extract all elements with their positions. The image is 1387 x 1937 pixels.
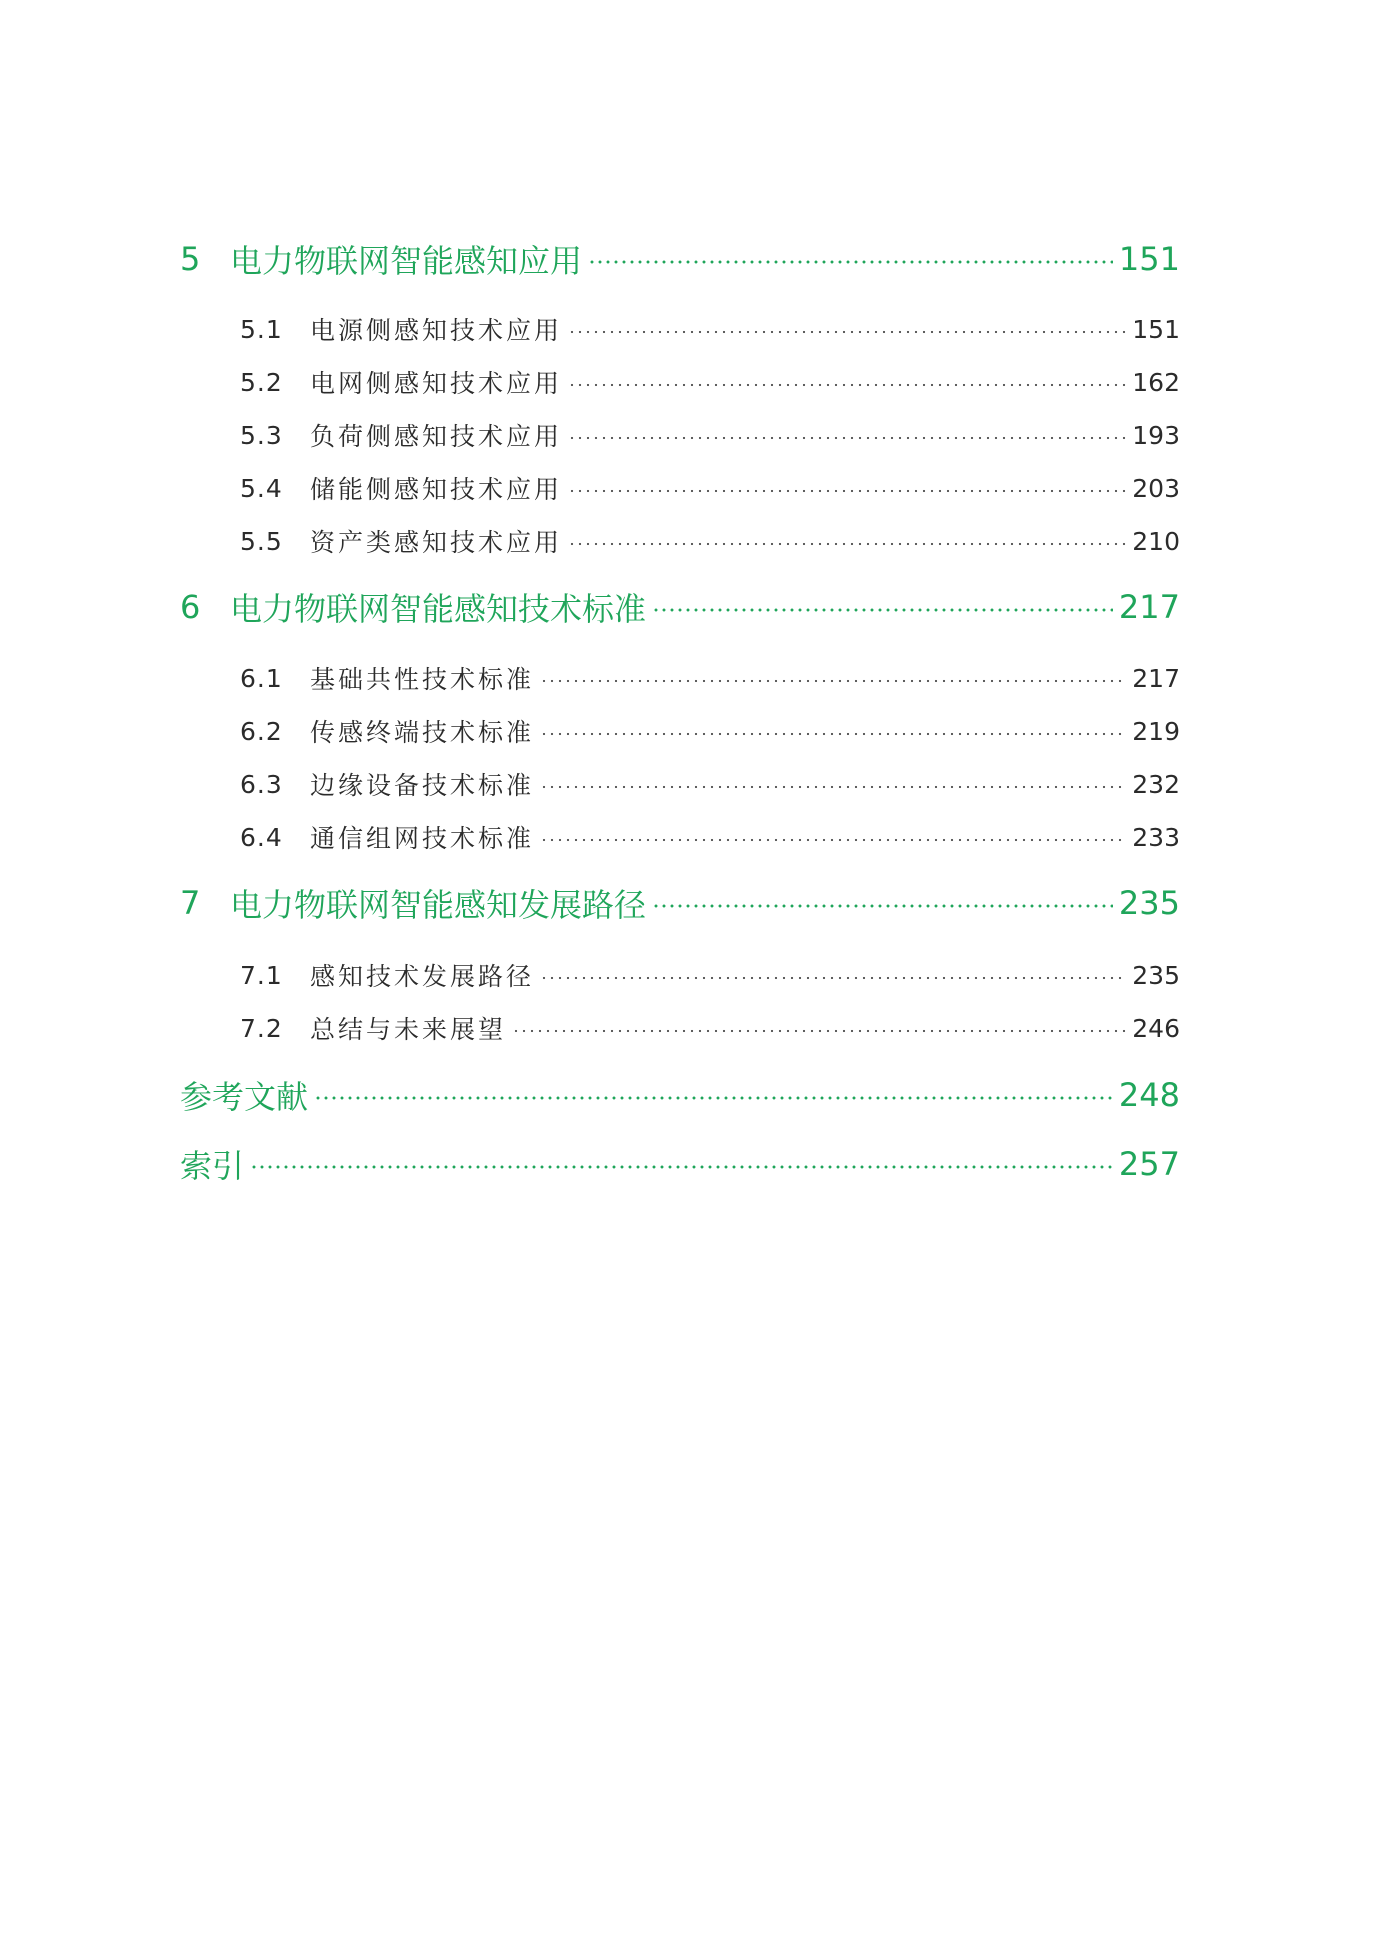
page-number: 219: [1132, 716, 1180, 746]
page-number: 217: [1118, 588, 1180, 626]
section-number: 7.1: [240, 960, 283, 990]
section-title: 通信组网技术标准: [310, 824, 535, 853]
dot-leader: [250, 1165, 1113, 1169]
toc-chapter-6[interactable]: [180, 584, 1180, 630]
section-number: 6.4: [240, 822, 283, 852]
section-number: 5.4: [240, 473, 283, 503]
section-number: 6.2: [240, 716, 283, 746]
page-number: 151: [1118, 240, 1180, 278]
dot-leader: [540, 785, 1126, 789]
toc-section-7-2[interactable]: [180, 1010, 1180, 1046]
toc-section-5-2[interactable]: [180, 364, 1180, 400]
page-number: 248: [1118, 1076, 1180, 1114]
toc-section-5-4[interactable]: [180, 470, 1180, 506]
page-number: 210: [1132, 526, 1180, 556]
dot-leader: [540, 732, 1126, 736]
toc-chapter-7[interactable]: [180, 880, 1180, 926]
chapter-title: 电力物联网智能感知技术标准: [230, 590, 647, 628]
section-number: 5.5: [240, 526, 283, 556]
section-title: 传感终端技术标准: [310, 718, 535, 747]
page-number: 193: [1132, 420, 1180, 450]
section-number: 5.3: [240, 420, 283, 450]
chapter-title: 电力物联网智能感知发展路径: [230, 886, 647, 924]
toc-section-5-1[interactable]: [180, 311, 1180, 347]
dot-leader: [314, 1096, 1113, 1100]
dot-leader: [568, 542, 1126, 546]
section-title: 感知技术发展路径: [310, 962, 535, 991]
section-title: 储能侧感知技术应用: [310, 475, 563, 504]
section-title: 资产类感知技术应用: [310, 528, 563, 557]
page-number: 235: [1118, 884, 1180, 922]
page-number: 246: [1132, 1013, 1180, 1043]
page-number: 235: [1132, 960, 1180, 990]
dot-leader: [568, 436, 1126, 440]
dot-leader: [568, 383, 1126, 387]
chapter-number: 6: [180, 588, 201, 626]
toc-chapter-5[interactable]: [180, 236, 1180, 282]
dot-leader: [540, 838, 1126, 842]
dot-leader: [652, 608, 1113, 612]
toc-section-6-1[interactable]: [180, 660, 1180, 696]
section-title: 负荷侧感知技术应用: [310, 422, 563, 451]
dot-leader: [568, 489, 1126, 493]
toc-section-6-2[interactable]: [180, 713, 1180, 749]
section-title: 基础共性技术标准: [310, 665, 535, 694]
toc-section-5-3[interactable]: [180, 417, 1180, 453]
dot-leader: [588, 260, 1113, 264]
dot-leader: [652, 904, 1113, 908]
section-number: 6.1: [240, 663, 283, 693]
section-title: 总结与未来展望: [310, 1015, 507, 1044]
back-matter-title: 索引: [180, 1147, 245, 1185]
section-number: 6.3: [240, 769, 283, 799]
toc-references[interactable]: [180, 1072, 1180, 1118]
toc-section-7-1[interactable]: [180, 957, 1180, 993]
page-number: 217: [1132, 663, 1180, 693]
section-number: 5.1: [240, 314, 283, 344]
toc-index[interactable]: [180, 1141, 1180, 1187]
page-number: 162: [1132, 367, 1180, 397]
dot-leader: [568, 330, 1126, 334]
page-number: 233: [1132, 822, 1180, 852]
toc-section-6-3[interactable]: [180, 766, 1180, 802]
dot-leader: [540, 976, 1126, 980]
toc-section-6-4[interactable]: [180, 819, 1180, 855]
chapter-title: 电力物联网智能感知应用: [230, 242, 583, 280]
page-number: 151: [1132, 314, 1180, 344]
section-title: 电源侧感知技术应用: [310, 316, 563, 345]
page-number: 232: [1132, 769, 1180, 799]
dot-leader: [540, 679, 1126, 683]
chapter-number: 5: [180, 240, 201, 278]
page-number: 257: [1118, 1145, 1180, 1183]
dot-leader: [512, 1029, 1126, 1033]
chapter-number: 7: [180, 884, 201, 922]
page-number: 203: [1132, 473, 1180, 503]
back-matter-title: 参考文献: [180, 1078, 309, 1116]
section-title: 边缘设备技术标准: [310, 771, 535, 800]
section-number: 7.2: [240, 1013, 283, 1043]
section-number: 5.2: [240, 367, 283, 397]
toc-section-5-5[interactable]: [180, 523, 1180, 559]
section-title: 电网侧感知技术应用: [310, 369, 563, 398]
